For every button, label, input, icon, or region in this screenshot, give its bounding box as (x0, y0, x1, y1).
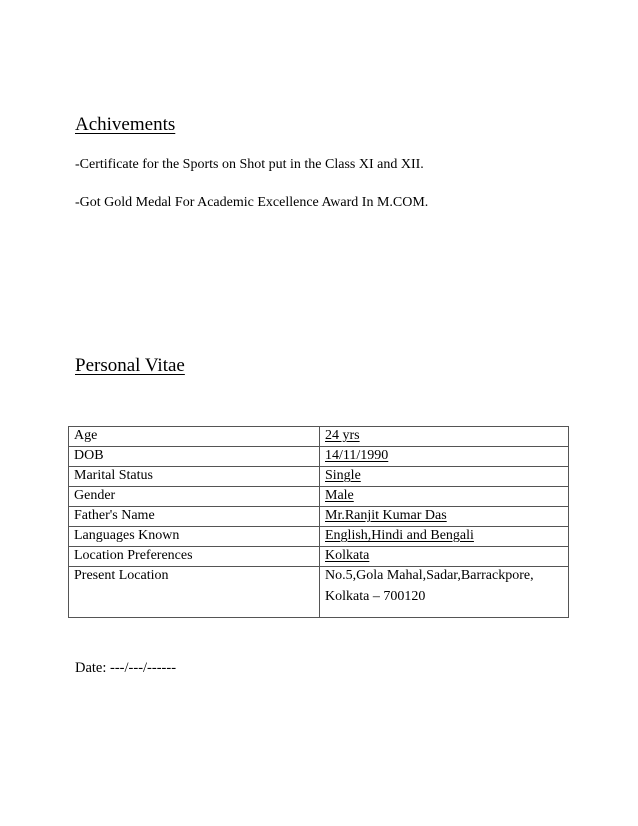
table-row (69, 567, 569, 618)
gender-value: Male (325, 488, 354, 503)
achievements-heading: Achivements (75, 114, 176, 135)
table-row (69, 427, 569, 447)
present-location-line-1: No.5,Gola Mahal,Sadar,Barrackpore, (325, 568, 534, 583)
personal-vitae-heading: Personal Vitae (75, 355, 185, 376)
row-label: Father's Name (69, 507, 320, 527)
table-row (69, 487, 569, 507)
row-value (320, 447, 569, 467)
row-value (320, 507, 569, 527)
achievement-item: -Got Gold Medal For Academic Excellence Award In M.COM. (75, 195, 429, 210)
table-row (69, 447, 569, 467)
fathers-name-value: Mr.Ranjit Kumar Das (325, 508, 447, 523)
personal-vitae-table (68, 426, 569, 618)
row-value (320, 547, 569, 567)
table-row (69, 527, 569, 547)
date-line: Date: ---/---/------ (75, 660, 177, 676)
table-row (69, 507, 569, 527)
row-value (320, 567, 569, 618)
languages-value: English,Hindi and Bengali (325, 528, 474, 543)
row-label: Present Location (69, 567, 320, 618)
achievement-item: -Certificate for the Sports on Shot put in the Class XI and XII. (75, 157, 424, 172)
row-label: Location Preferences (69, 547, 320, 567)
row-label: Languages Known (69, 527, 320, 547)
location-preferences-value: Kolkata (325, 548, 370, 563)
dob-value: 14/11/1990 (325, 448, 389, 463)
marital-status-value: Single (325, 468, 361, 483)
row-value (320, 427, 569, 447)
table-row (69, 547, 569, 567)
table-row (69, 467, 569, 487)
row-label: Age (69, 427, 320, 447)
row-label: DOB (69, 447, 320, 467)
present-location-line-2: Kolkata – 700120 (325, 589, 426, 604)
row-value (320, 487, 569, 507)
age-value: 24 yrs (325, 428, 360, 443)
row-label: Gender (69, 487, 320, 507)
row-value (320, 527, 569, 547)
row-label: Marital Status (69, 467, 320, 487)
row-value (320, 467, 569, 487)
